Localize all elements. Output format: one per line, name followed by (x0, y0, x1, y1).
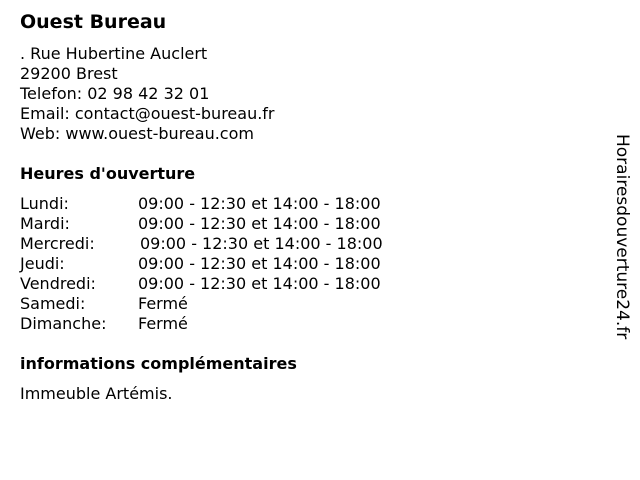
hours-table (20, 194, 440, 334)
hours-day-label: Lundi: (20, 194, 69, 213)
hours-row-thursday (20, 254, 440, 274)
address-block (20, 44, 275, 144)
hours-time-value: Fermé (138, 294, 188, 313)
hours-time-value: Fermé (138, 314, 188, 333)
hours-time-value: 09:00 - 12:30 et 14:00 - 18:00 (140, 234, 383, 253)
hours-row-friday (20, 274, 440, 294)
info-heading: informations complémentaires (20, 354, 297, 373)
address-email: Email: contact@ouest-bureau.fr (20, 104, 275, 123)
address-city: 29200 Brest (20, 64, 118, 83)
address-phone: Telefon: 02 98 42 32 01 (20, 84, 210, 103)
business-name: Ouest Bureau (20, 11, 167, 33)
hours-day-label: Dimanche: (20, 314, 107, 333)
hours-heading: Heures d'ouverture (20, 164, 196, 183)
hours-day-label: Vendredi: (20, 274, 96, 293)
hours-day-label: Mardi: (20, 214, 70, 233)
hours-time-value: 09:00 - 12:30 et 14:00 - 18:00 (138, 194, 381, 213)
hours-time-value: 09:00 - 12:30 et 14:00 - 18:00 (138, 274, 381, 293)
hours-day-label: Samedi: (20, 294, 86, 313)
hours-time-value: 09:00 - 12:30 et 14:00 - 18:00 (138, 214, 381, 233)
address-web: Web: www.ouest-bureau.com (20, 124, 254, 143)
info-text: Immeuble Artémis. (20, 384, 173, 403)
hours-row-saturday (20, 294, 440, 314)
hours-row-monday (20, 194, 440, 214)
hours-row-wednesday (20, 234, 440, 254)
hours-row-sunday (20, 314, 440, 334)
address-street: . Rue Hubertine Auclert (20, 44, 208, 63)
hours-day-label: Jeudi: (20, 254, 65, 273)
site-watermark: Horairesdouverture24.fr (612, 134, 632, 340)
hours-row-tuesday (20, 214, 440, 234)
hours-day-label: Mercredi: (20, 234, 95, 253)
hours-time-value: 09:00 - 12:30 et 14:00 - 18:00 (138, 254, 381, 273)
